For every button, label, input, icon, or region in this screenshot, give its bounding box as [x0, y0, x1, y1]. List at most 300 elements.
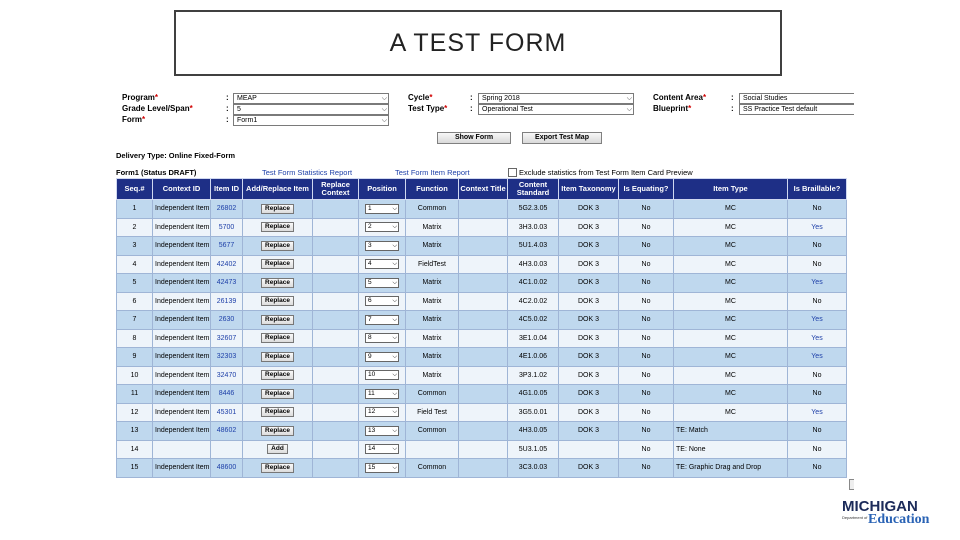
replace-item-button[interactable]: Replace [261, 426, 294, 436]
function-cell: Matrix [406, 329, 459, 348]
add-replace-cell [243, 218, 313, 237]
seq-cell: 9 [117, 348, 153, 367]
content-standard-cell: 3G5.0.01 [508, 403, 559, 422]
column-header: Function [406, 179, 459, 200]
add-replace-cell [243, 422, 313, 441]
table-row [117, 237, 847, 256]
form-status: Form1 (Status DRAFT) [116, 168, 197, 177]
content-standard-cell: 4C5.0.02 [508, 311, 559, 330]
content-standard-cell: 4E1.0.06 [508, 348, 559, 367]
context-title-cell [459, 440, 508, 459]
context-id-cell: Independent Item [153, 385, 211, 404]
add-replace-cell [243, 348, 313, 367]
position-value: 9 [368, 352, 372, 360]
replace-context-cell [313, 348, 359, 367]
form-select[interactable]: Form1 ⌵ [233, 115, 389, 126]
position-value: 15 [368, 463, 376, 471]
seq-cell: 7 [117, 311, 153, 330]
test-form-table [116, 178, 847, 478]
table-header-row [117, 179, 847, 200]
item-id-link[interactable]: 26802 [211, 200, 243, 219]
is-equating-cell: No [619, 422, 674, 441]
item-id-link[interactable]: 42473 [211, 274, 243, 293]
chevron-down-icon: ⌵ [392, 316, 397, 323]
context-id-cell: Independent Item [153, 237, 211, 256]
function-cell: FieldTest [406, 255, 459, 274]
item-id-link[interactable]: 32470 [211, 366, 243, 385]
content-standard-cell: 3C3.0.03 [508, 459, 559, 478]
is-braillable-cell: Yes [788, 274, 847, 293]
is-equating-cell: No [619, 329, 674, 348]
function-cell: Common [406, 422, 459, 441]
context-title-cell [459, 329, 508, 348]
column-header: Item Taxonomy [559, 179, 619, 200]
item-type-cell: MC [674, 274, 788, 293]
function-cell: Common [406, 200, 459, 219]
context-id-cell: Independent Item [153, 422, 211, 441]
replace-item-button[interactable]: Replace [261, 296, 294, 306]
context-title-cell [459, 385, 508, 404]
is-equating-cell: No [619, 385, 674, 404]
position-select[interactable] [365, 315, 399, 325]
context-title-cell [459, 218, 508, 237]
position-value: 10 [368, 371, 376, 379]
form-label: Form* [122, 115, 146, 124]
chevron-down-icon: ⌵ [392, 409, 397, 416]
replace-context-cell [313, 274, 359, 293]
position-cell [359, 200, 406, 219]
chevron-down-icon: ⌵ [392, 224, 397, 231]
column-header: Seq.# [117, 179, 153, 200]
is-braillable-cell: No [788, 459, 847, 478]
seq-cell: 4 [117, 255, 153, 274]
context-title-cell [459, 459, 508, 478]
item-report-link[interactable]: Test Form Item Report [395, 168, 470, 177]
replace-context-cell [313, 200, 359, 219]
add-replace-cell [243, 329, 313, 348]
is-equating-cell: No [619, 255, 674, 274]
program-label: Program* [122, 93, 159, 102]
test-type-select[interactable]: Operational Test ⌵ [478, 104, 634, 115]
item-taxonomy-cell: DOK 3 [559, 218, 619, 237]
content-standard-cell: 5U1.4.03 [508, 237, 559, 256]
item-id-link[interactable]: 26139 [211, 292, 243, 311]
position-select[interactable] [365, 241, 399, 251]
position-select[interactable] [365, 370, 399, 380]
context-id-cell: Independent Item [153, 311, 211, 330]
is-equating-cell: No [619, 403, 674, 422]
item-type-cell: MC [674, 348, 788, 367]
position-cell [359, 385, 406, 404]
is-braillable-cell: No [788, 200, 847, 219]
test-form-screenshot: Program* : MEAP ⌵ Grade Level/Span* : 5 ⌵ Form* : Form1 ⌵ Cycle* : Spring 2018 ⌵ Test Type* : Operational Test ⌵ Content Area* : Social Studies Blueprint* : SS Practice Test default Show Form Export Test Map Delivery Type: Online Fixed-Form Form1 (Status DRAFT) Test Form Statistics Report Test Form Item Report Exclude statistics from Test Form Item Card Preview Seq.# Context ID Item ID Add/Replace Item Replace Context Position Function Context Title Content Standard Item Taxonomy Is Equating? Item Type Is Braillable? 1 Independent Item 26802 Replace 1 ⌵ Common 5G2.3.05 DOK 3 No MC No 2 Independent Item 5700 Replace 2 ⌵ Matrix 3H3.0.03 DOK 3 No MC Yes 3 Independent Item 5677 Replace 3 ⌵ Matrix 5U1.4.03 DOK 3 No MC No 4 Independent Item 42402 Replace 4 ⌵ FieldTest 4H3.0.03 DOK 3 No MC No 5 Independent Item 42473 Replace 5 ⌵ Matrix 4C1.0.02 DOK 3 No MC Yes 6 Independent Item 26139 Replace 6 ⌵ Matrix 4C2.0.02 DOK 3 No MC No 7 Independent Item 2630 Replace 7 ⌵ Matrix 4C5.0.02 DOK 3 No MC Yes 8 Independent Item 32607 Replace 8 ⌵ Matrix 3E1.0.04 DOK 3 No MC Yes 9 Independent Item 32303 Replace 9 ⌵ Matrix 4E1.0.06 DOK 3 No MC Yes 10 Independent Item 32470 Replace 10 ⌵ Matrix 3P3.1.02 DOK 3 No MC No 11 Independent Item 8446 Replace 11 ⌵ Common 4G1.0.05 DOK 3 No MC No 12 Independent Item 45301 Replace 12 ⌵ Field Test 3G5.0.01 DOK 3 No MC Yes 13 Independent Item 48602 Replace 13 ⌵ Common 4H3.0.05 DOK 3 No TE: Match No 14 Add 14 ⌵ 5U3.1.05 No TE: None No 15 Independent Item 48600 Replace 15 ⌵ Common 3C3.0.03 DOK 3 No TE: Graphic Drag and Drop No [108, 88, 854, 490]
position-value: 11 [368, 389, 375, 397]
item-type-cell: MC [674, 200, 788, 219]
column-header: Context Title [459, 179, 508, 200]
add-replace-cell [243, 237, 313, 256]
chevron-down-icon: ⌵ [392, 242, 397, 249]
replace-context-cell [313, 440, 359, 459]
replace-context-cell [313, 403, 359, 422]
item-type-cell: MC [674, 255, 788, 274]
context-id-cell: Independent Item [153, 218, 211, 237]
test-type-label: Test Type* [408, 104, 448, 113]
context-title-cell [459, 200, 508, 219]
is-braillable-cell: No [788, 366, 847, 385]
item-type-cell: MC [674, 237, 788, 256]
item-type-cell: MC [674, 292, 788, 311]
item-taxonomy-cell: DOK 3 [559, 329, 619, 348]
position-cell [359, 459, 406, 478]
replace-item-button[interactable]: Replace [261, 389, 294, 399]
add-replace-cell [243, 440, 313, 459]
chevron-down-icon: ⌵ [626, 95, 632, 102]
chevron-down-icon: ⌵ [626, 106, 632, 113]
is-braillable-cell: Yes [788, 311, 847, 330]
table-row [117, 422, 847, 441]
item-type-cell: TE: Graphic Drag and Drop [674, 459, 788, 478]
item-id-link[interactable] [211, 440, 243, 459]
item-taxonomy-cell [559, 440, 619, 459]
slide-title-box [174, 10, 782, 76]
is-braillable-cell: No [788, 292, 847, 311]
table-row [117, 274, 847, 293]
logo-michigan: MICHIGAN [842, 498, 918, 515]
position-value: 3 [368, 241, 372, 249]
replace-item-button[interactable]: Replace [261, 352, 294, 362]
function-cell: Matrix [406, 237, 459, 256]
context-title-cell [459, 422, 508, 441]
item-taxonomy-cell: DOK 3 [559, 348, 619, 367]
function-cell [406, 440, 459, 459]
add-replace-cell [243, 459, 313, 478]
seq-cell: 2 [117, 218, 153, 237]
table-row [117, 348, 847, 367]
blueprint-select[interactable]: SS Practice Test default [739, 104, 854, 115]
item-id-link[interactable]: 42402 [211, 255, 243, 274]
content-standard-cell: 5U3.1.05 [508, 440, 559, 459]
item-id-link[interactable]: 48600 [211, 459, 243, 478]
item-taxonomy-cell: DOK 3 [559, 255, 619, 274]
column-header: Item Type [674, 179, 788, 200]
statistics-report-link[interactable]: Test Form Statistics Report [262, 168, 353, 177]
is-equating-cell: No [619, 292, 674, 311]
function-cell: Matrix [406, 274, 459, 293]
position-cell [359, 403, 406, 422]
replace-item-button[interactable]: Replace [261, 407, 294, 417]
context-title-cell [459, 366, 508, 385]
seq-cell: 13 [117, 422, 153, 441]
seq-cell: 10 [117, 366, 153, 385]
content-area-label: Content Area* [653, 93, 707, 102]
position-cell [359, 422, 406, 441]
replace-context-cell [313, 255, 359, 274]
function-cell: Matrix [406, 218, 459, 237]
function-cell: Matrix [406, 366, 459, 385]
position-cell [359, 255, 406, 274]
cycle-label: Cycle* [408, 93, 433, 102]
context-id-cell: Independent Item [153, 329, 211, 348]
item-id-link[interactable]: 48602 [211, 422, 243, 441]
content-standard-cell: 5G2.3.05 [508, 200, 559, 219]
is-braillable-cell: No [788, 237, 847, 256]
table-row [117, 218, 847, 237]
position-value: 8 [368, 334, 372, 342]
item-taxonomy-cell: DOK 3 [559, 200, 619, 219]
item-type-cell: MC [674, 403, 788, 422]
is-braillable-cell: Yes [788, 329, 847, 348]
context-title-cell [459, 403, 508, 422]
item-type-cell: MC [674, 311, 788, 330]
seq-cell: 8 [117, 329, 153, 348]
position-select[interactable] [365, 444, 399, 454]
item-taxonomy-cell: DOK 3 [559, 403, 619, 422]
position-value: 12 [368, 408, 376, 416]
is-equating-cell: No [619, 200, 674, 219]
item-id-link[interactable]: 5700 [211, 218, 243, 237]
seq-cell: 5 [117, 274, 153, 293]
item-taxonomy-cell: DOK 3 [559, 237, 619, 256]
cycle-select[interactable]: Spring 2018 ⌵ [478, 93, 634, 104]
position-select[interactable] [365, 259, 399, 269]
item-id-link[interactable]: 45301 [211, 403, 243, 422]
position-cell [359, 440, 406, 459]
item-taxonomy-cell: DOK 3 [559, 385, 619, 404]
position-cell [359, 274, 406, 293]
context-id-cell: Independent Item [153, 366, 211, 385]
content-standard-cell: 3P3.1.02 [508, 366, 559, 385]
replace-item-button[interactable]: Replace [261, 259, 294, 269]
item-id-link[interactable]: 32607 [211, 329, 243, 348]
replace-item-button[interactable]: Replace [261, 463, 294, 473]
column-header: Item ID [211, 179, 243, 200]
exclude-statistics-checkbox[interactable] [508, 168, 517, 177]
add-replace-cell [243, 403, 313, 422]
function-cell: Matrix [406, 348, 459, 367]
table-row [117, 440, 847, 459]
chevron-down-icon: ⌵ [392, 335, 397, 342]
replace-context-cell [313, 385, 359, 404]
table-row [117, 200, 847, 219]
position-value: 1 [368, 204, 372, 212]
column-header: Replace Context [313, 179, 359, 200]
table-row [117, 329, 847, 348]
function-cell: Matrix [406, 311, 459, 330]
is-equating-cell: No [619, 348, 674, 367]
position-cell [359, 237, 406, 256]
is-equating-cell: No [619, 218, 674, 237]
item-type-cell: TE: Match [674, 422, 788, 441]
position-value: 2 [368, 223, 372, 231]
table-row [117, 385, 847, 404]
position-select[interactable] [365, 204, 399, 214]
position-cell [359, 218, 406, 237]
content-standard-cell: 3H3.0.03 [508, 218, 559, 237]
is-equating-cell: No [619, 311, 674, 330]
show-form-button[interactable]: Show Form [437, 132, 511, 144]
is-equating-cell: No [619, 237, 674, 256]
chevron-down-icon: ⌵ [392, 279, 397, 286]
item-type-cell: MC [674, 218, 788, 237]
position-select[interactable] [365, 222, 399, 232]
item-id-link[interactable]: 2630 [211, 311, 243, 330]
seq-cell: 6 [117, 292, 153, 311]
add-replace-cell [243, 366, 313, 385]
item-taxonomy-cell: DOK 3 [559, 366, 619, 385]
chevron-down-icon: ⌵ [381, 95, 387, 102]
is-equating-cell: No [619, 440, 674, 459]
chevron-down-icon: ⌵ [392, 390, 397, 397]
content-standard-cell: 4H3.0.03 [508, 255, 559, 274]
replace-item-button[interactable]: Replace [261, 204, 294, 214]
replace-item-button[interactable]: Replace [261, 333, 294, 343]
replace-item-button[interactable]: Replace [261, 241, 294, 251]
context-title-cell [459, 274, 508, 293]
seq-cell: 12 [117, 403, 153, 422]
item-id-link[interactable]: 8446 [211, 385, 243, 404]
replace-context-cell [313, 218, 359, 237]
item-taxonomy-cell: DOK 3 [559, 292, 619, 311]
table-row [117, 459, 847, 478]
chevron-down-icon: ⌵ [392, 353, 397, 360]
chevron-down-icon: ⌵ [392, 464, 397, 471]
chevron-down-icon: ⌵ [381, 117, 387, 124]
position-select[interactable] [365, 352, 399, 362]
content-standard-cell: 4G1.0.05 [508, 385, 559, 404]
item-type-cell: TE: None [674, 440, 788, 459]
position-value: 4 [368, 260, 372, 268]
item-type-cell: MC [674, 329, 788, 348]
context-title-cell [459, 255, 508, 274]
position-value: 13 [368, 426, 376, 434]
position-select[interactable] [365, 389, 399, 399]
seq-cell: 11 [117, 385, 153, 404]
context-id-cell: Independent Item [153, 292, 211, 311]
add-replace-cell [243, 385, 313, 404]
is-braillable-cell: No [788, 255, 847, 274]
position-value: 5 [368, 278, 372, 286]
column-header: Is Braillable? [788, 179, 847, 200]
seq-cell: 1 [117, 200, 153, 219]
position-select[interactable] [365, 407, 399, 417]
table-row [117, 311, 847, 330]
grade-label: Grade Level/Span* [122, 104, 193, 113]
blueprint-label: Blueprint* [653, 104, 692, 113]
context-id-cell: Independent Item [153, 459, 211, 478]
add-replace-cell [243, 255, 313, 274]
position-select[interactable] [365, 426, 399, 436]
position-value: 14 [368, 445, 376, 453]
replace-context-cell [313, 459, 359, 478]
add-replace-cell [243, 200, 313, 219]
add-item-button[interactable]: Add [267, 444, 288, 454]
add-replace-cell [243, 292, 313, 311]
chevron-down-icon: ⌵ [392, 427, 397, 434]
function-cell: Field Test [406, 403, 459, 422]
replace-context-cell [313, 292, 359, 311]
is-braillable-cell: No [788, 440, 847, 459]
item-id-link[interactable]: 5677 [211, 237, 243, 256]
chevron-down-icon: ⌵ [392, 298, 397, 305]
context-title-cell [459, 311, 508, 330]
column-header: Add/Replace Item [243, 179, 313, 200]
item-taxonomy-cell: DOK 3 [559, 274, 619, 293]
column-header: Content Standard [508, 179, 559, 200]
content-standard-cell: 3E1.0.04 [508, 329, 559, 348]
position-cell [359, 366, 406, 385]
position-select[interactable] [365, 296, 399, 306]
replace-context-cell [313, 329, 359, 348]
context-title-cell [459, 348, 508, 367]
is-equating-cell: No [619, 274, 674, 293]
column-header: Context ID [153, 179, 211, 200]
item-id-link[interactable]: 32303 [211, 348, 243, 367]
position-cell [359, 292, 406, 311]
content-standard-cell: 4C2.0.02 [508, 292, 559, 311]
seq-cell: 3 [117, 237, 153, 256]
replace-item-button[interactable]: Replace [261, 370, 294, 380]
position-select[interactable] [365, 463, 399, 473]
add-replace-cell [243, 311, 313, 330]
program-select[interactable]: MEAP ⌵ [233, 93, 389, 104]
replace-item-button[interactable]: Replace [261, 222, 294, 232]
position-select[interactable] [365, 333, 399, 343]
export-test-map-button[interactable]: Export Test Map [522, 132, 602, 144]
is-equating-cell: No [619, 459, 674, 478]
chevron-down-icon: ⌵ [381, 106, 387, 113]
function-cell: Common [406, 459, 459, 478]
context-id-cell: Independent Item [153, 348, 211, 367]
item-taxonomy-cell: DOK 3 [559, 311, 619, 330]
replace-item-button[interactable]: Replace [261, 278, 294, 288]
chevron-down-icon: ⌵ [392, 446, 397, 453]
grade-select[interactable]: 5 ⌵ [233, 104, 389, 115]
replace-context-cell [313, 422, 359, 441]
content-standard-cell: 4H3.0.05 [508, 422, 559, 441]
context-title-cell [459, 237, 508, 256]
replace-context-cell [313, 237, 359, 256]
item-type-cell: MC [674, 385, 788, 404]
logo-department: Department of [842, 515, 868, 520]
item-taxonomy-cell: DOK 3 [559, 459, 619, 478]
position-cell [359, 311, 406, 330]
context-id-cell [153, 440, 211, 459]
table-row [117, 366, 847, 385]
position-cell [359, 348, 406, 367]
chevron-down-icon: ⌵ [392, 261, 397, 268]
position-cell [359, 329, 406, 348]
is-braillable-cell: Yes [788, 218, 847, 237]
seq-cell: 14 [117, 440, 153, 459]
content-standard-cell: 4C1.0.02 [508, 274, 559, 293]
context-id-cell: Independent Item [153, 255, 211, 274]
logo-education: Education [868, 512, 930, 527]
position-value: 6 [368, 297, 372, 305]
position-select[interactable] [365, 278, 399, 288]
replace-item-button[interactable]: Replace [261, 315, 294, 325]
context-id-cell: Independent Item [153, 200, 211, 219]
is-braillable-cell: No [788, 422, 847, 441]
content-area-select[interactable]: Social Studies [739, 93, 854, 104]
item-taxonomy-cell: DOK 3 [559, 422, 619, 441]
item-type-cell: MC [674, 366, 788, 385]
scroll-handle[interactable] [849, 479, 854, 490]
column-header: Is Equating? [619, 179, 674, 200]
delivery-type: Delivery Type: Online Fixed-Form [116, 151, 236, 160]
context-id-cell: Independent Item [153, 403, 211, 422]
is-equating-cell: No [619, 366, 674, 385]
is-braillable-cell: Yes [788, 403, 847, 422]
